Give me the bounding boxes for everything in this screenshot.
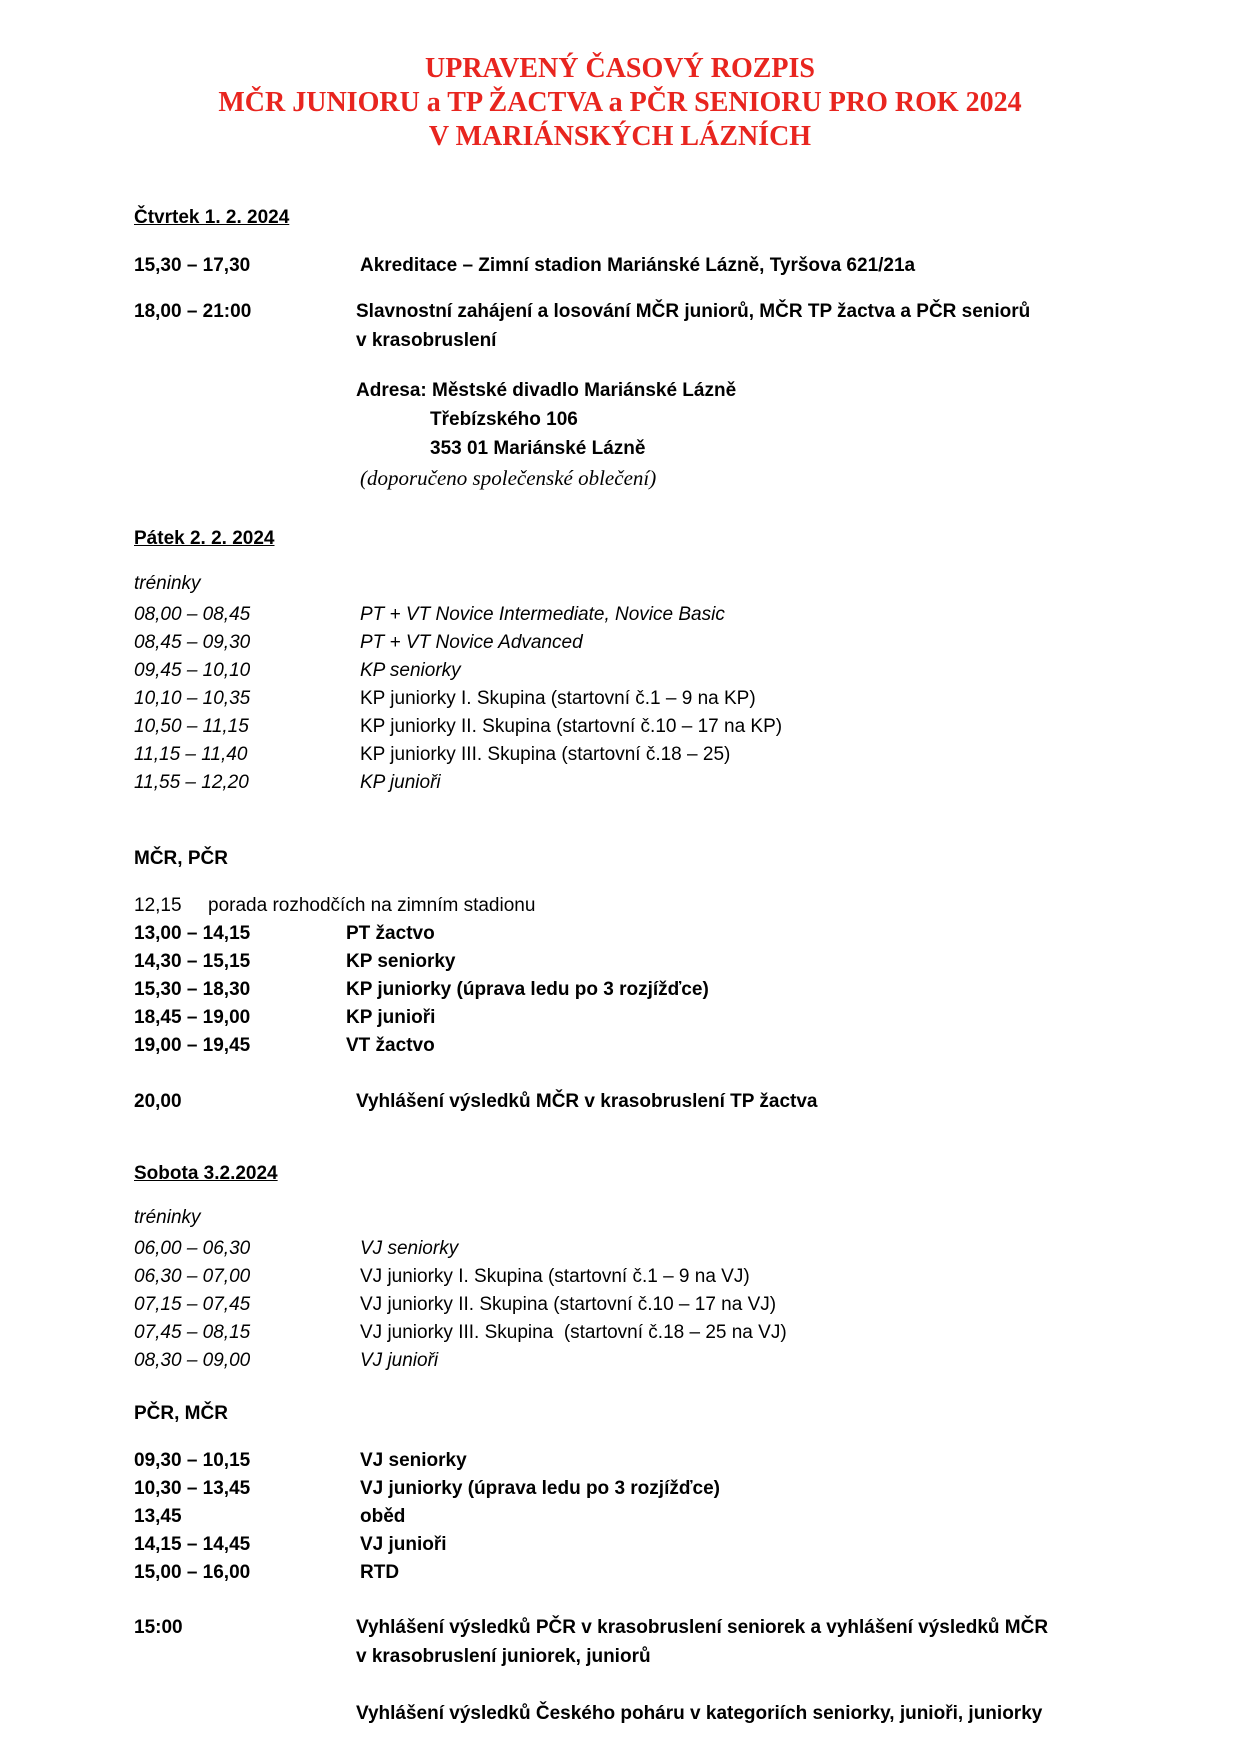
row-desc: KP juniorky II. Skupina (startovní č.10 – 17 na KP)	[360, 716, 783, 737]
row-desc: VJ junioři	[360, 1534, 447, 1555]
row-time: 13,45	[134, 1506, 182, 1527]
row-desc: VJ juniorky I. Skupina (startovní č.1 – 9 na VJ)	[360, 1266, 750, 1287]
row-desc: VJ seniorky	[360, 1238, 459, 1259]
row-desc: VJ junioři	[360, 1350, 439, 1371]
row-desc: Vyhlášení výsledků Českého poháru v kategoriích seniorky, junioři, juniorky	[356, 1703, 1043, 1724]
row-desc: KP junioři	[346, 1007, 436, 1028]
row-time: 14,15 – 14,45	[134, 1534, 251, 1555]
row-time: 15,30 – 17,30	[134, 255, 251, 276]
thursday-heading: Čtvrtek 1. 2. 2024	[134, 207, 290, 228]
row-time: 09,45 – 10,10	[134, 660, 251, 681]
document-title	[0, 52, 1240, 154]
row-time: 20,00	[134, 1091, 182, 1112]
row-time: 08,00 – 08,45	[134, 604, 251, 625]
title-line-2: MČR JUNIORU a TP ŽACTVA a PČR SENIORU PRO ROK 2024	[218, 87, 1022, 118]
saturday-competition-heading: PČR, MČR	[134, 1403, 228, 1424]
row-desc: VJ juniorky (úprava ledu po 3 rozjížďce)	[360, 1478, 720, 1499]
row-desc: Akreditace – Zimní stadion Mariánské Lázně, Tyršova 621/21a	[360, 255, 916, 276]
row-desc: oběd	[360, 1506, 406, 1527]
row-time: 12,15	[134, 895, 182, 916]
saturday-heading: Sobota 3.2.2024	[134, 1163, 278, 1184]
row-time: 11,15 – 11,40	[134, 744, 248, 765]
row-desc: VT žactvo	[346, 1035, 435, 1056]
row-time: 13,00 – 14,15	[134, 923, 251, 944]
row-time: 19,00 – 19,45	[134, 1035, 251, 1056]
row-desc: Vyhlášení výsledků PČR v krasobruslení seniorek a vyhlášení výsledků MČR	[356, 1617, 1049, 1638]
row-time: 10,30 – 13,45	[134, 1478, 251, 1499]
row-time: 18,00 – 21:00	[134, 301, 252, 322]
row-time: 15,00 – 16,00	[134, 1562, 251, 1583]
row-desc: RTD	[360, 1562, 400, 1583]
row-desc: KP juniorky (úprava ledu po 3 rozjížďce)	[346, 979, 709, 1000]
address-street: Třebízského 106	[430, 409, 578, 430]
row-desc: PT + VT Novice Advanced	[360, 632, 583, 653]
row-desc-cont: v krasobruslení	[356, 330, 497, 351]
row-desc: KP seniorky	[360, 660, 461, 681]
row-time: 06,30 – 07,00	[134, 1266, 251, 1287]
row-desc: KP juniorky III. Skupina (startovní č.18 – 25)	[360, 744, 731, 765]
row-desc: VJ juniorky III. Skupina (startovní č.18 – 25 na VJ)	[360, 1322, 787, 1343]
row-desc-cont: v krasobruslení juniorek, juniorů	[356, 1646, 651, 1667]
row-time: 14,30 – 15,15	[134, 951, 251, 972]
row-time: 07,45 – 08,15	[134, 1322, 251, 1343]
row-time: 09,30 – 10,15	[134, 1450, 251, 1471]
row-time: 07,15 – 07,45	[134, 1294, 251, 1315]
row-desc: Vyhlášení výsledků MČR v krasobruslení TP žactva	[356, 1091, 818, 1112]
row-desc: KP seniorky	[346, 951, 456, 972]
address-label: Adresa: Městské divadlo Mariánské Lázně	[356, 380, 737, 401]
row-desc: Slavnostní zahájení a losování MČR juniorů, MČR TP žactva a PČR seniorů	[356, 301, 1031, 322]
row-time: 06,00 – 06,30	[134, 1238, 251, 1259]
row-desc: KP juniorky I. Skupina (startovní č.1 – 9 na KP)	[360, 688, 756, 709]
row-time: 15:00	[134, 1617, 183, 1638]
row-time: 10,50 – 11,15	[134, 716, 249, 737]
row-desc: PT + VT Novice Intermediate, Novice Basic	[360, 604, 725, 625]
row-time: 15,30 – 18,30	[134, 979, 251, 1000]
row-desc: VJ seniorky	[360, 1450, 467, 1471]
row-time: 18,45 – 19,00	[134, 1007, 251, 1028]
friday-competition-heading: MČR, PČR	[134, 848, 228, 869]
trainings-label: tréninky	[134, 573, 201, 594]
address-city: 353 01 Mariánské Lázně	[430, 438, 646, 459]
row-time: 08,30 – 09,00	[134, 1350, 251, 1371]
row-desc: KP junioři	[360, 772, 441, 793]
row-time: 10,10 – 10,35	[134, 688, 251, 709]
trainings-label: tréninky	[134, 1207, 201, 1228]
row-time: 11,55 – 12,20	[134, 772, 249, 793]
row-desc: VJ juniorky II. Skupina (startovní č.10 – 17 na VJ)	[360, 1294, 777, 1315]
row-desc: porada rozhodčích na zimním stadionu	[208, 895, 536, 916]
row-desc: PT žactvo	[346, 923, 435, 944]
title-line-3: V MARIÁNSKÝCH LÁZNÍCH	[428, 121, 812, 152]
title-line-1: UPRAVENÝ ČASOVÝ ROZPIS	[425, 53, 815, 84]
dress-code-note: (doporučeno společenské oblečení)	[360, 466, 657, 490]
friday-heading: Pátek 2. 2. 2024	[134, 528, 275, 549]
row-time: 08,45 – 09,30	[134, 632, 251, 653]
